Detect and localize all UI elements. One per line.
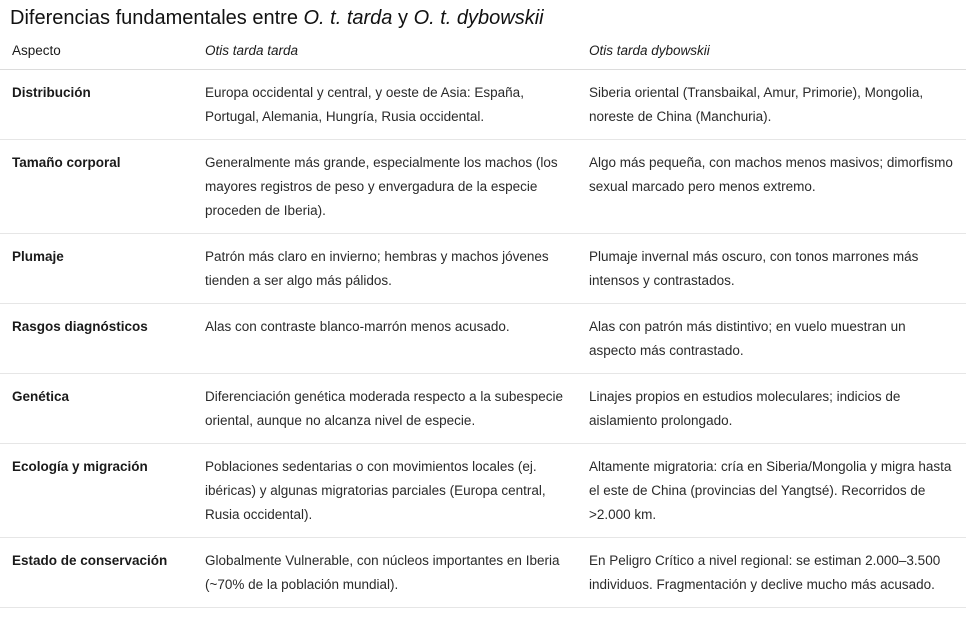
row-aspect: Estado de conservación <box>0 538 193 608</box>
row-aspect: Genética <box>0 374 193 444</box>
row-dybowskii: Plumaje invernal más oscuro, con tonos marrones más intensos y contrastados. <box>577 234 966 304</box>
table-row <box>0 538 966 608</box>
title-connector: y <box>392 7 414 29</box>
row-tarda: Alas con contraste blanco-marrón menos acusado. <box>193 304 577 374</box>
row-dybowskii: Alas con patrón más distintivo; en vuelo muestran un aspecto más contrastado. <box>577 304 966 374</box>
row-tarda: Europa occidental y central, y oeste de Asia: España, Portugal, Alemania, Hungría, Rusia occidental. <box>193 70 577 140</box>
row-aspect: Distribución <box>0 70 193 140</box>
table-row <box>0 234 966 304</box>
row-dybowskii: Siberia oriental (Transbaikal, Amur, Primorie), Mongolia, noreste de China (Manchuria). <box>577 70 966 140</box>
row-aspect: Tamaño corporal <box>0 140 193 234</box>
row-tarda: Diferenciación genética moderada respecto a la subespecie oriental, aunque no alcanza nivel de especie. <box>193 374 577 444</box>
table-row <box>0 140 966 234</box>
table-row <box>0 444 966 538</box>
row-dybowskii: En Peligro Crítico a nivel regional: se estiman 2.000–3.500 individuos. Fragmentación y declive mucho más acusado. <box>577 538 966 608</box>
row-aspect: Plumaje <box>0 234 193 304</box>
header-dybowskii: Otis tarda dybowskii <box>577 38 966 70</box>
row-tarda: Patrón más claro en invierno; hembras y machos jóvenes tienden a ser algo más pálidos. <box>193 234 577 304</box>
row-dybowskii: Altamente migratoria: cría en Siberia/Mongolia y migra hasta el este de China (provincias del Yangtsé). Recorridos de >2.000 km. <box>577 444 966 538</box>
row-tarda: Generalmente más grande, especialmente los machos (los mayores registros de peso y envergadura de la especie proceden de Iberia). <box>193 140 577 234</box>
title-prefix: Diferencias fundamentales entre <box>10 7 304 29</box>
header-tarda: Otis tarda tarda <box>193 38 577 70</box>
title-taxon-2: O. t. dybowskii <box>413 7 544 29</box>
row-tarda: Globalmente Vulnerable, con núcleos importantes en Iberia (~70% de la población mundial). <box>193 538 577 608</box>
row-aspect: Ecología y migración <box>0 444 193 538</box>
table-row <box>0 374 966 444</box>
table-row <box>0 304 966 374</box>
row-dybowskii: Algo más pequeña, con machos menos masivos; dimorfismo sexual marcado pero menos extremo. <box>577 140 966 234</box>
page-title <box>10 3 544 33</box>
row-aspect: Rasgos diagnósticos <box>0 304 193 374</box>
row-dybowskii: Linajes propios en estudios moleculares; indicios de aislamiento prolongado. <box>577 374 966 444</box>
title-taxon-1: O. t. tarda <box>303 7 393 29</box>
table-row <box>0 70 966 140</box>
comparison-table <box>0 38 966 608</box>
header-aspect: Aspecto <box>0 38 193 70</box>
table-header-row <box>0 38 966 70</box>
row-tarda: Poblaciones sedentarias o con movimientos locales (ej. ibéricas) y algunas migratorias parciales (Europa central, Rusia occidental). <box>193 444 577 538</box>
